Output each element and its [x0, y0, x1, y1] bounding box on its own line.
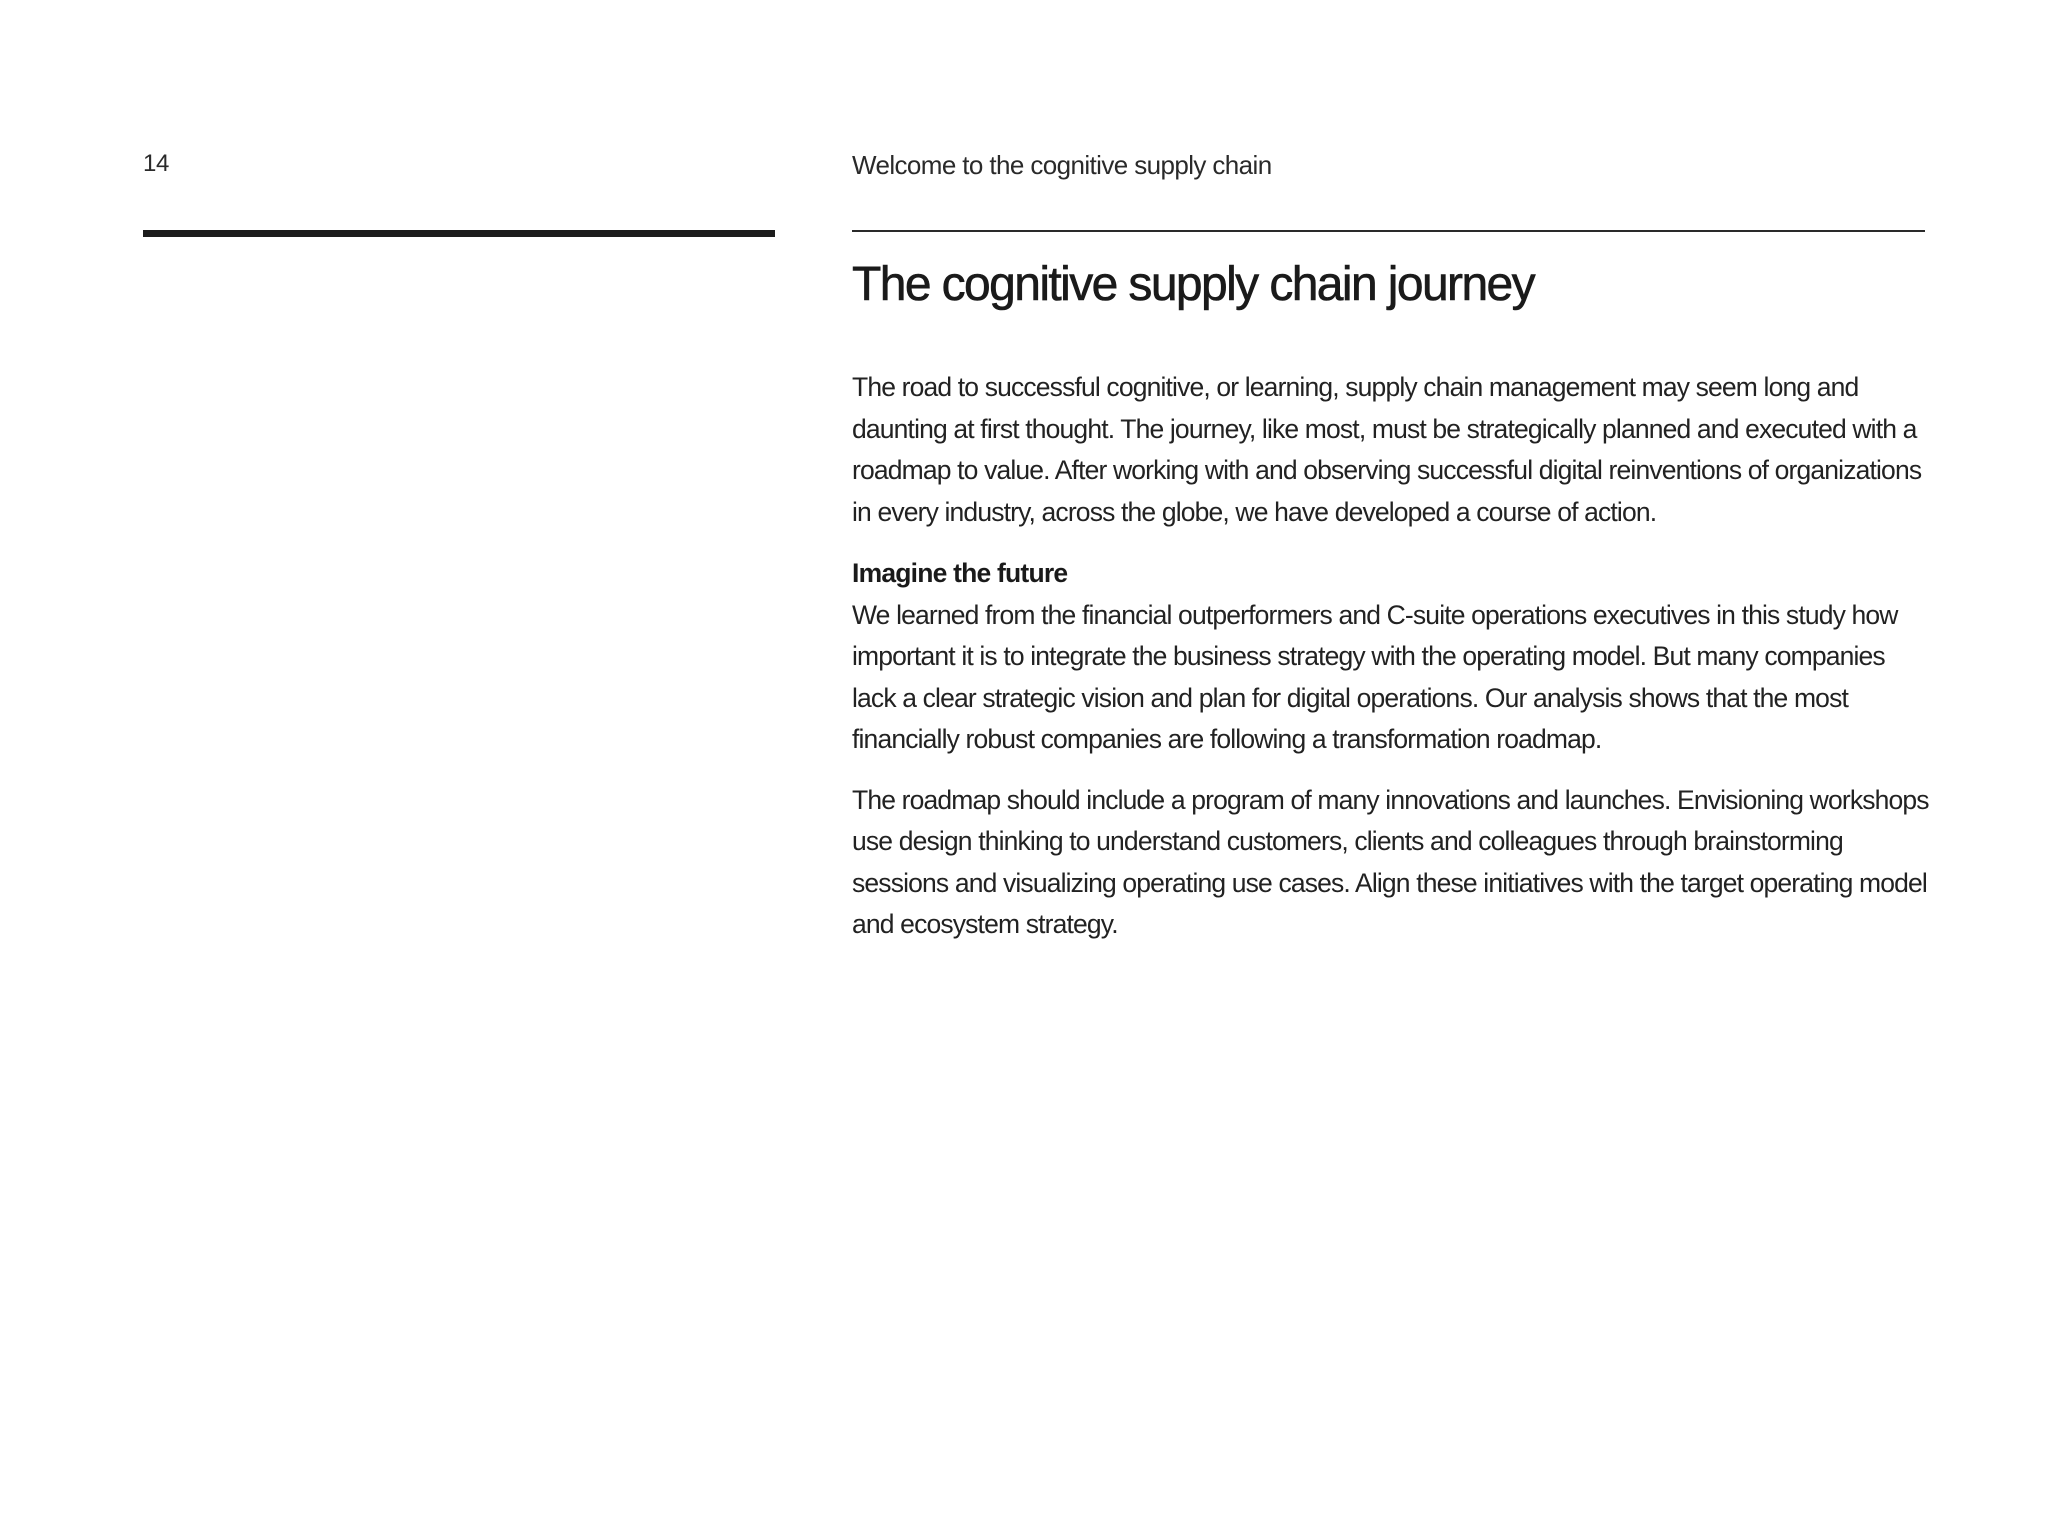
right-divider — [852, 230, 1925, 232]
running-header: Welcome to the cognitive supply chain — [852, 150, 1272, 180]
left-divider — [143, 230, 775, 237]
article-body — [852, 252, 1932, 946]
intro-paragraph: The road to successful cognitive, or learning, supply chain management may seem long and daunting at first thought. The journey, like most, must be strategically planned and executed with a roadmap to value. After working with and observing successful digital reinventions of organizations in every industry, across the globe, we have developed a course of action. — [852, 372, 1922, 527]
page-number: 14 — [143, 150, 170, 177]
page-title: The cognitive supply chain journey — [852, 258, 1535, 311]
section-paragraph: We learned from the financial outperformers and C-suite operations executives in this study how important it is to integrate the business strategy with the operating model. But many companies lack a clear strategic vision and plan for digital operations. Our analysis shows that the most financially robust companies are following a transformation roadmap. — [852, 599, 1898, 754]
section-paragraph: The roadmap should include a program of many innovations and launches. Envisioning workshops use design thinking to understand customers, clients and colleagues through brainstorming sessions and visualizing operating use cases. Align these initiatives with the target operating model and ecosystem strategy. — [852, 784, 1929, 939]
section-heading: Imagine the future — [852, 558, 1068, 588]
